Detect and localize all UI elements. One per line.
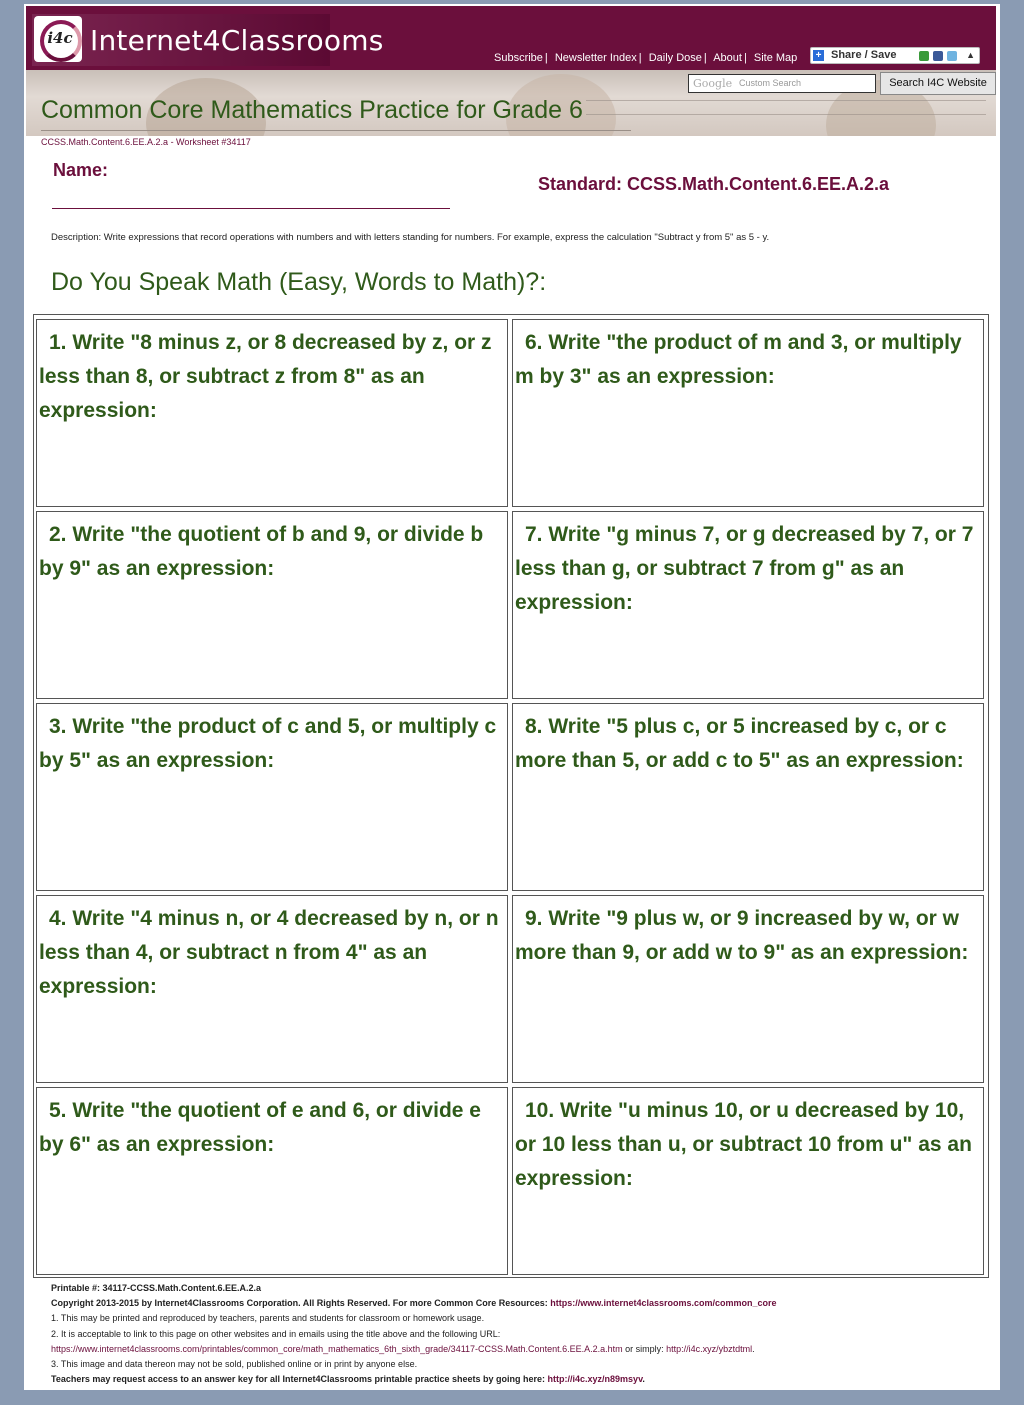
question-number: 9. <box>525 907 543 930</box>
worksheet-crumb: CCSS.Math.Content.6.EE.A.2.a - Worksheet #34117 <box>41 137 251 147</box>
question-cell <box>512 895 984 1083</box>
logo-name: Internet4Classrooms <box>90 24 384 57</box>
printable-number: Printable #: 34117-CCSS.Math.Content.6.EE.A.2.a <box>51 1283 262 1293</box>
answer-key-link[interactable]: http://i4c.xyz/n89msyv <box>547 1374 643 1385</box>
worksheet-url-link[interactable]: https://www.internet4classrooms.com/printables/common_core/math_mathematics_6th_sixth_grade/34117-CCSS.Math.Content.6.EE.A.2.a.htm <box>51 1343 623 1354</box>
share-icon <box>919 51 929 61</box>
question-cell <box>512 1087 984 1275</box>
question-text: Write "4 minus n, or 4 decreased by n, or n less than 4, or subtract n from 4" as an expression: <box>39 907 499 998</box>
share-save-button[interactable] <box>810 47 980 64</box>
worksheet-heading: Do You Speak Math (Easy, Words to Math)?: <box>51 268 547 296</box>
logo-badge-text: i4c <box>47 29 73 47</box>
description: Description: Write expressions that record operations with numbers and with letters standing for numbers. For example, express the calculation "Subtract y from 5" as 5 - y. <box>51 232 770 243</box>
i4c-logo-icon <box>34 16 82 62</box>
question-number: 7. <box>525 523 543 546</box>
question-text: Write "g minus 7, or g decreased by 7, or 7 less than g, or subtract 7 from g" as an expression: <box>515 523 974 614</box>
question-cell <box>512 511 984 699</box>
question-number: 1. <box>49 331 67 354</box>
copyright-line: Copyright 2013-2015 by Internet4Classrooms Corporation. All Rights Reserved. For more Common Core Resources: https://www.internet4classrooms.com/common_core <box>51 1298 777 1309</box>
name-line <box>52 208 450 209</box>
footer <box>51 1281 991 1387</box>
question-cell <box>36 1087 508 1275</box>
question-cell <box>36 895 508 1083</box>
question-cell <box>512 319 984 507</box>
question-number: 10. <box>525 1099 555 1122</box>
question-text: Write "8 minus z, or 8 decreased by z, or z less than 8, or subtract z from 8" as an expression: <box>39 331 492 422</box>
question-number: 8. <box>525 715 543 738</box>
questions-grid <box>33 314 989 1278</box>
search-input[interactable] <box>688 74 876 93</box>
standard-label: Standard: CCSS.Math.Content.6.EE.A.2.a <box>538 174 890 194</box>
question-text: Write "5 plus c, or 5 increased by c, or c more than 5, or add c to 5" as an expression: <box>515 715 964 772</box>
question-text: Write "the product of m and 3, or multiply m by 3" as an expression: <box>515 331 962 388</box>
google-logo: Google <box>693 77 733 90</box>
nav-newsletter-index[interactable]: Newsletter Index <box>554 52 637 64</box>
question-cell <box>36 703 508 891</box>
facebook-icon <box>933 51 943 61</box>
title-divider <box>41 130 631 131</box>
question-number: 3. <box>49 715 67 738</box>
question-number: 6. <box>525 331 543 354</box>
footer-urls: https://www.internet4classrooms.com/printables/common_core/math_mathematics_6th_sixth_grade/34117-CCSS.Math.Content.6.EE.A.2.a.htm or simply: http://i4c.xyz/ybztdtml. <box>51 1343 755 1354</box>
nav-subscribe[interactable]: Subscribe <box>494 52 543 64</box>
nav-site-map[interactable]: Site Map <box>753 52 798 64</box>
common-core-link[interactable]: https://www.internet4classrooms.com/common_core <box>550 1298 777 1309</box>
chevron-updown-icon: ▲ <box>966 50 975 60</box>
site-header <box>26 6 996 70</box>
share-label: Share / Save <box>831 49 897 61</box>
footer-note-3: 3. This image and data thereon may not be sold, published online or in print by anyone else. <box>51 1359 418 1370</box>
search-button[interactable]: Search I4C Website <box>880 72 996 95</box>
question-text: Write "the quotient of b and 9, or divide b by 9" as an expression: <box>39 523 484 580</box>
footer-note-2: 2. It is acceptable to link to this page on other websites and in emails using the title above and the following URL: <box>51 1328 501 1339</box>
name-label: Name: <box>53 160 109 180</box>
question-text: Write "u minus 10, or u decreased by 10, or 10 less than u, or subtract 10 from u" as an expression: <box>515 1099 972 1190</box>
question-cell <box>36 511 508 699</box>
question-number: 2. <box>49 523 67 546</box>
page-title: Common Core Mathematics Practice for Grade 6 <box>41 96 583 124</box>
search-placeholder: Custom Search <box>739 78 802 88</box>
question-text: Write "9 plus w, or 9 increased by w, or w more than 9, or add w to 9" as an expression: <box>515 907 969 964</box>
question-cell <box>512 703 984 891</box>
nav-daily-dose[interactable]: Daily Dose <box>648 52 702 64</box>
question-cell <box>36 319 508 507</box>
nav-about[interactable]: About <box>713 52 742 64</box>
question-text: Write "the quotient of e and 6, or divide e by 6" as an expression: <box>39 1099 481 1156</box>
answer-key-line: Teachers may request access to an answer key for all Internet4Classrooms printable practice sheets by going here: http://i4c.xyz/n89msyv. <box>51 1374 645 1385</box>
twitter-icon <box>947 51 957 61</box>
question-text: Write "the product of c and 5, or multiply c by 5" as an expression: <box>39 715 497 772</box>
question-number: 4. <box>49 907 67 930</box>
footer-note-1: 1. This may be printed and reproduced by teachers, parents and students for classroom or homework usage. <box>51 1313 485 1324</box>
question-number: 5. <box>49 1099 67 1122</box>
top-nav: Subscribe | Newsletter Index | Daily Dose | About | Site Map <box>494 52 798 64</box>
worksheet-page <box>24 4 1000 1390</box>
short-url-link[interactable]: http://i4c.xyz/ybztdtml <box>666 1343 753 1354</box>
site-logo[interactable] <box>32 14 384 66</box>
plus-icon: + <box>813 50 824 61</box>
